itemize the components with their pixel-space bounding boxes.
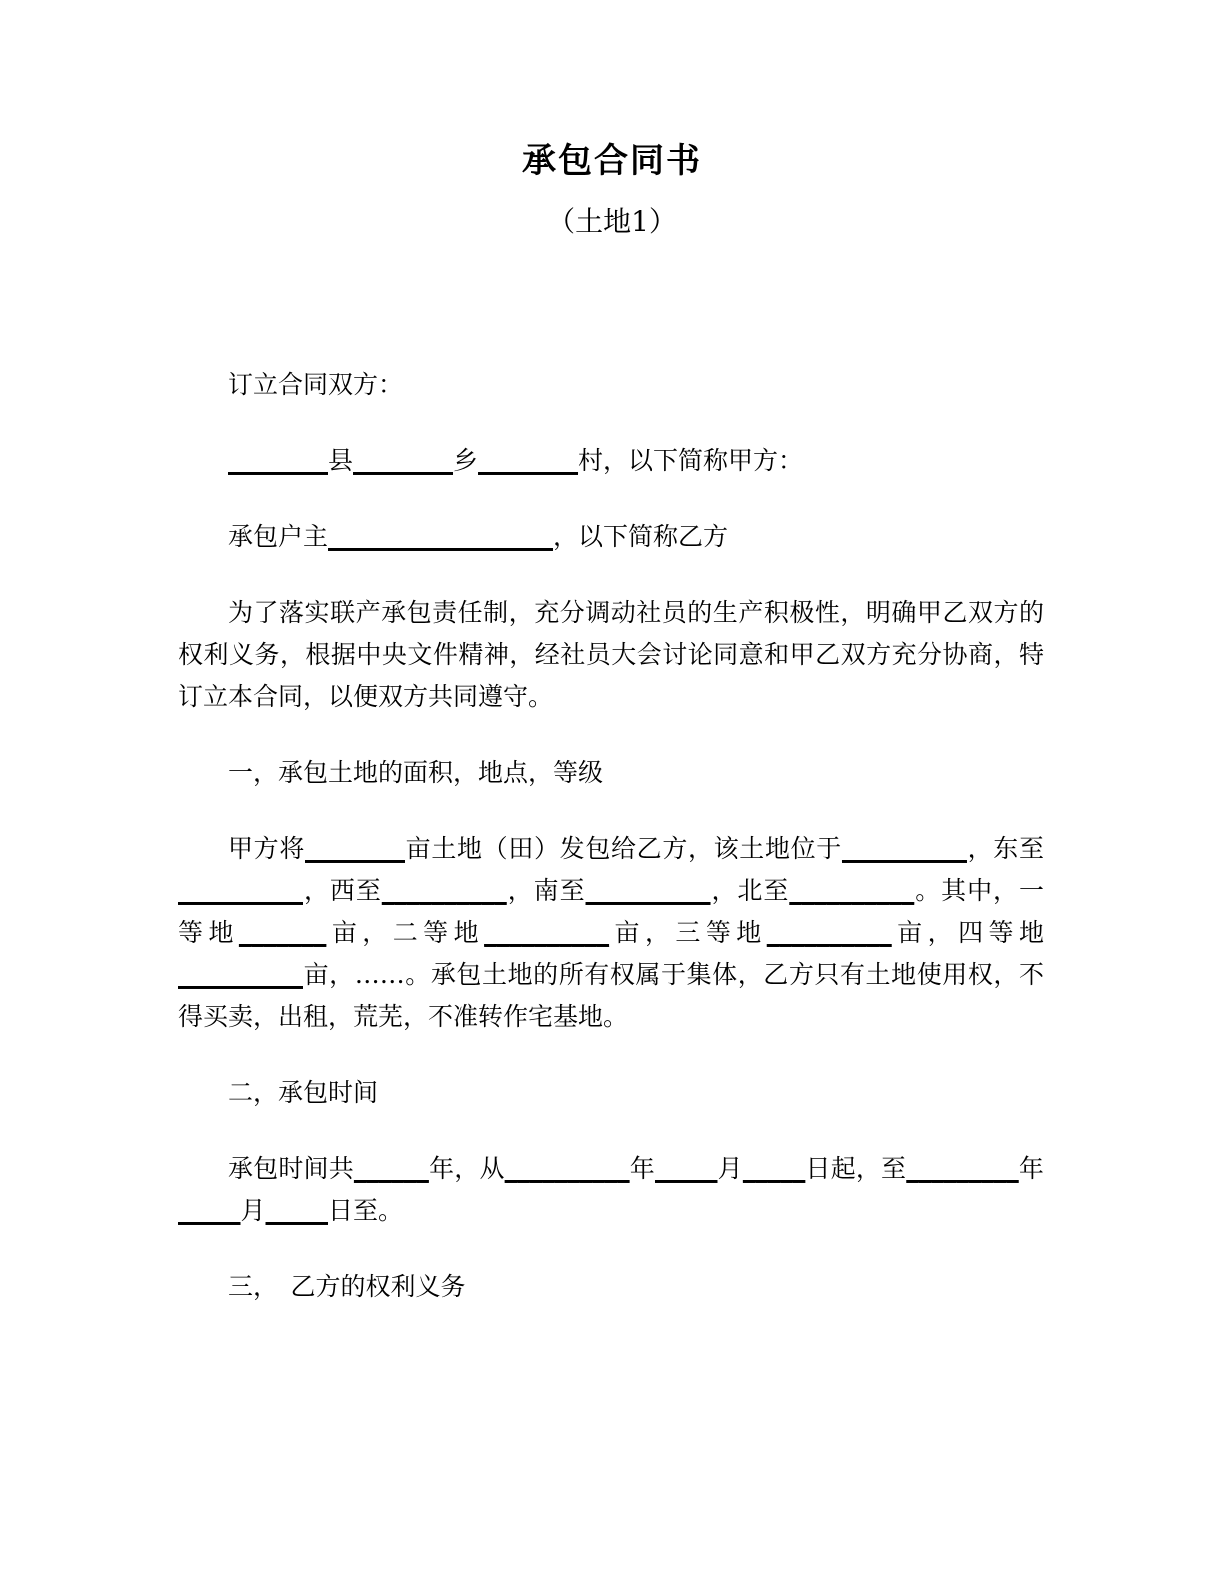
section-1-heading: 一，承包土地的面积，地点，等级 — [228, 758, 604, 787]
west-boundary-blank[interactable]: __________ — [381, 876, 507, 905]
s2-text-8: 日至。 — [328, 1196, 404, 1225]
household-head-blank[interactable]: __________________ — [328, 522, 554, 551]
s1-text-11: 亩，……。承包土地的所有权属于集体，乙方只有土地使用权，不得买卖，出租，荒芜，不准转作宅基地。 — [178, 960, 1044, 1031]
section-1-body — [178, 828, 1044, 1038]
page-subtitle: （土地1） — [547, 205, 677, 238]
party-b-suffix-label: ，以下简称乙方 — [553, 522, 729, 551]
south-boundary-blank[interactable]: __________ — [585, 876, 711, 905]
document-body — [178, 364, 1044, 1342]
start-day-blank[interactable]: _____ — [742, 1154, 806, 1183]
village-blank[interactable]: ________ — [478, 446, 579, 475]
s1-text-2: 亩土地（田）发包给乙方，该土地位于 — [405, 834, 842, 863]
grade-2-area-blank[interactable]: __________ — [484, 918, 610, 947]
s1-text-4: ，西至 — [303, 876, 382, 905]
s2-text-2: 年，从 — [428, 1154, 505, 1183]
s2-text-3: 年 — [629, 1154, 655, 1183]
county-unit-label: 县 — [328, 446, 354, 475]
parties-label: 订立合同双方： — [228, 370, 404, 399]
s1-text-6: ，北至 — [710, 876, 790, 905]
term-years-blank[interactable]: ______ — [353, 1154, 429, 1183]
s2-text-1: 承包时间共 — [228, 1154, 354, 1183]
end-month-blank[interactable]: _____ — [178, 1196, 241, 1225]
land-area-blank[interactable]: ________ — [305, 834, 405, 863]
county-blank[interactable]: ________ — [228, 446, 328, 475]
north-boundary-blank[interactable]: __________ — [789, 876, 915, 905]
s1-text-1: 甲方将 — [228, 834, 305, 863]
section-3-heading: 三， 乙方的权利义务 — [228, 1272, 466, 1301]
s1-text-7: 。其中，一等地 — [178, 876, 1044, 947]
party-a-line — [178, 440, 1044, 482]
township-blank[interactable]: ________ — [353, 446, 454, 475]
s1-text-8: 亩，二等地 — [326, 918, 485, 947]
east-boundary-blank[interactable]: __________ — [178, 876, 303, 905]
party-b-line — [178, 516, 1044, 558]
township-unit-label: 乡 — [453, 446, 479, 475]
end-day-blank[interactable]: _____ — [265, 1196, 329, 1225]
s2-text-6: 年 — [1018, 1154, 1044, 1183]
start-year-blank[interactable]: __________ — [504, 1154, 630, 1183]
land-location-blank[interactable]: __________ — [841, 834, 967, 863]
s1-text-3: ，东至 — [966, 834, 1044, 863]
start-month-blank[interactable]: _____ — [654, 1154, 718, 1183]
party-a-suffix-label: 村，以下简称甲方： — [578, 446, 804, 475]
s1-text-5: ，南至 — [506, 876, 586, 905]
s2-text-4: 月 — [717, 1154, 743, 1183]
preamble-paragraph: 为了落实联产承包责任制，充分调动社员的生产积极性，明确甲乙双方的权利义务，根据中央文件精神，经社员大会讨论同意和甲乙双方充分协商，特订立本合同，以便双方共同遵守。 — [178, 598, 1044, 711]
section-2-heading: 二，承包时间 — [228, 1078, 379, 1107]
page-title: 承包合同书 — [522, 141, 702, 181]
grade-1-area-blank[interactable]: _______ — [238, 918, 327, 947]
grade-4-area-blank[interactable]: __________ — [178, 960, 303, 989]
s2-text-5: 日起，至 — [805, 1154, 907, 1183]
grade-3-area-blank[interactable]: __________ — [766, 918, 892, 947]
s1-text-9: 亩，三等地 — [609, 918, 767, 947]
section-2-body — [178, 1148, 1044, 1232]
end-year-blank[interactable]: _________ — [906, 1154, 1019, 1183]
s2-text-7: 月 — [240, 1196, 266, 1225]
household-head-label: 承包户主 — [228, 522, 329, 551]
s1-text-10: 亩，四等地 — [891, 918, 1044, 947]
